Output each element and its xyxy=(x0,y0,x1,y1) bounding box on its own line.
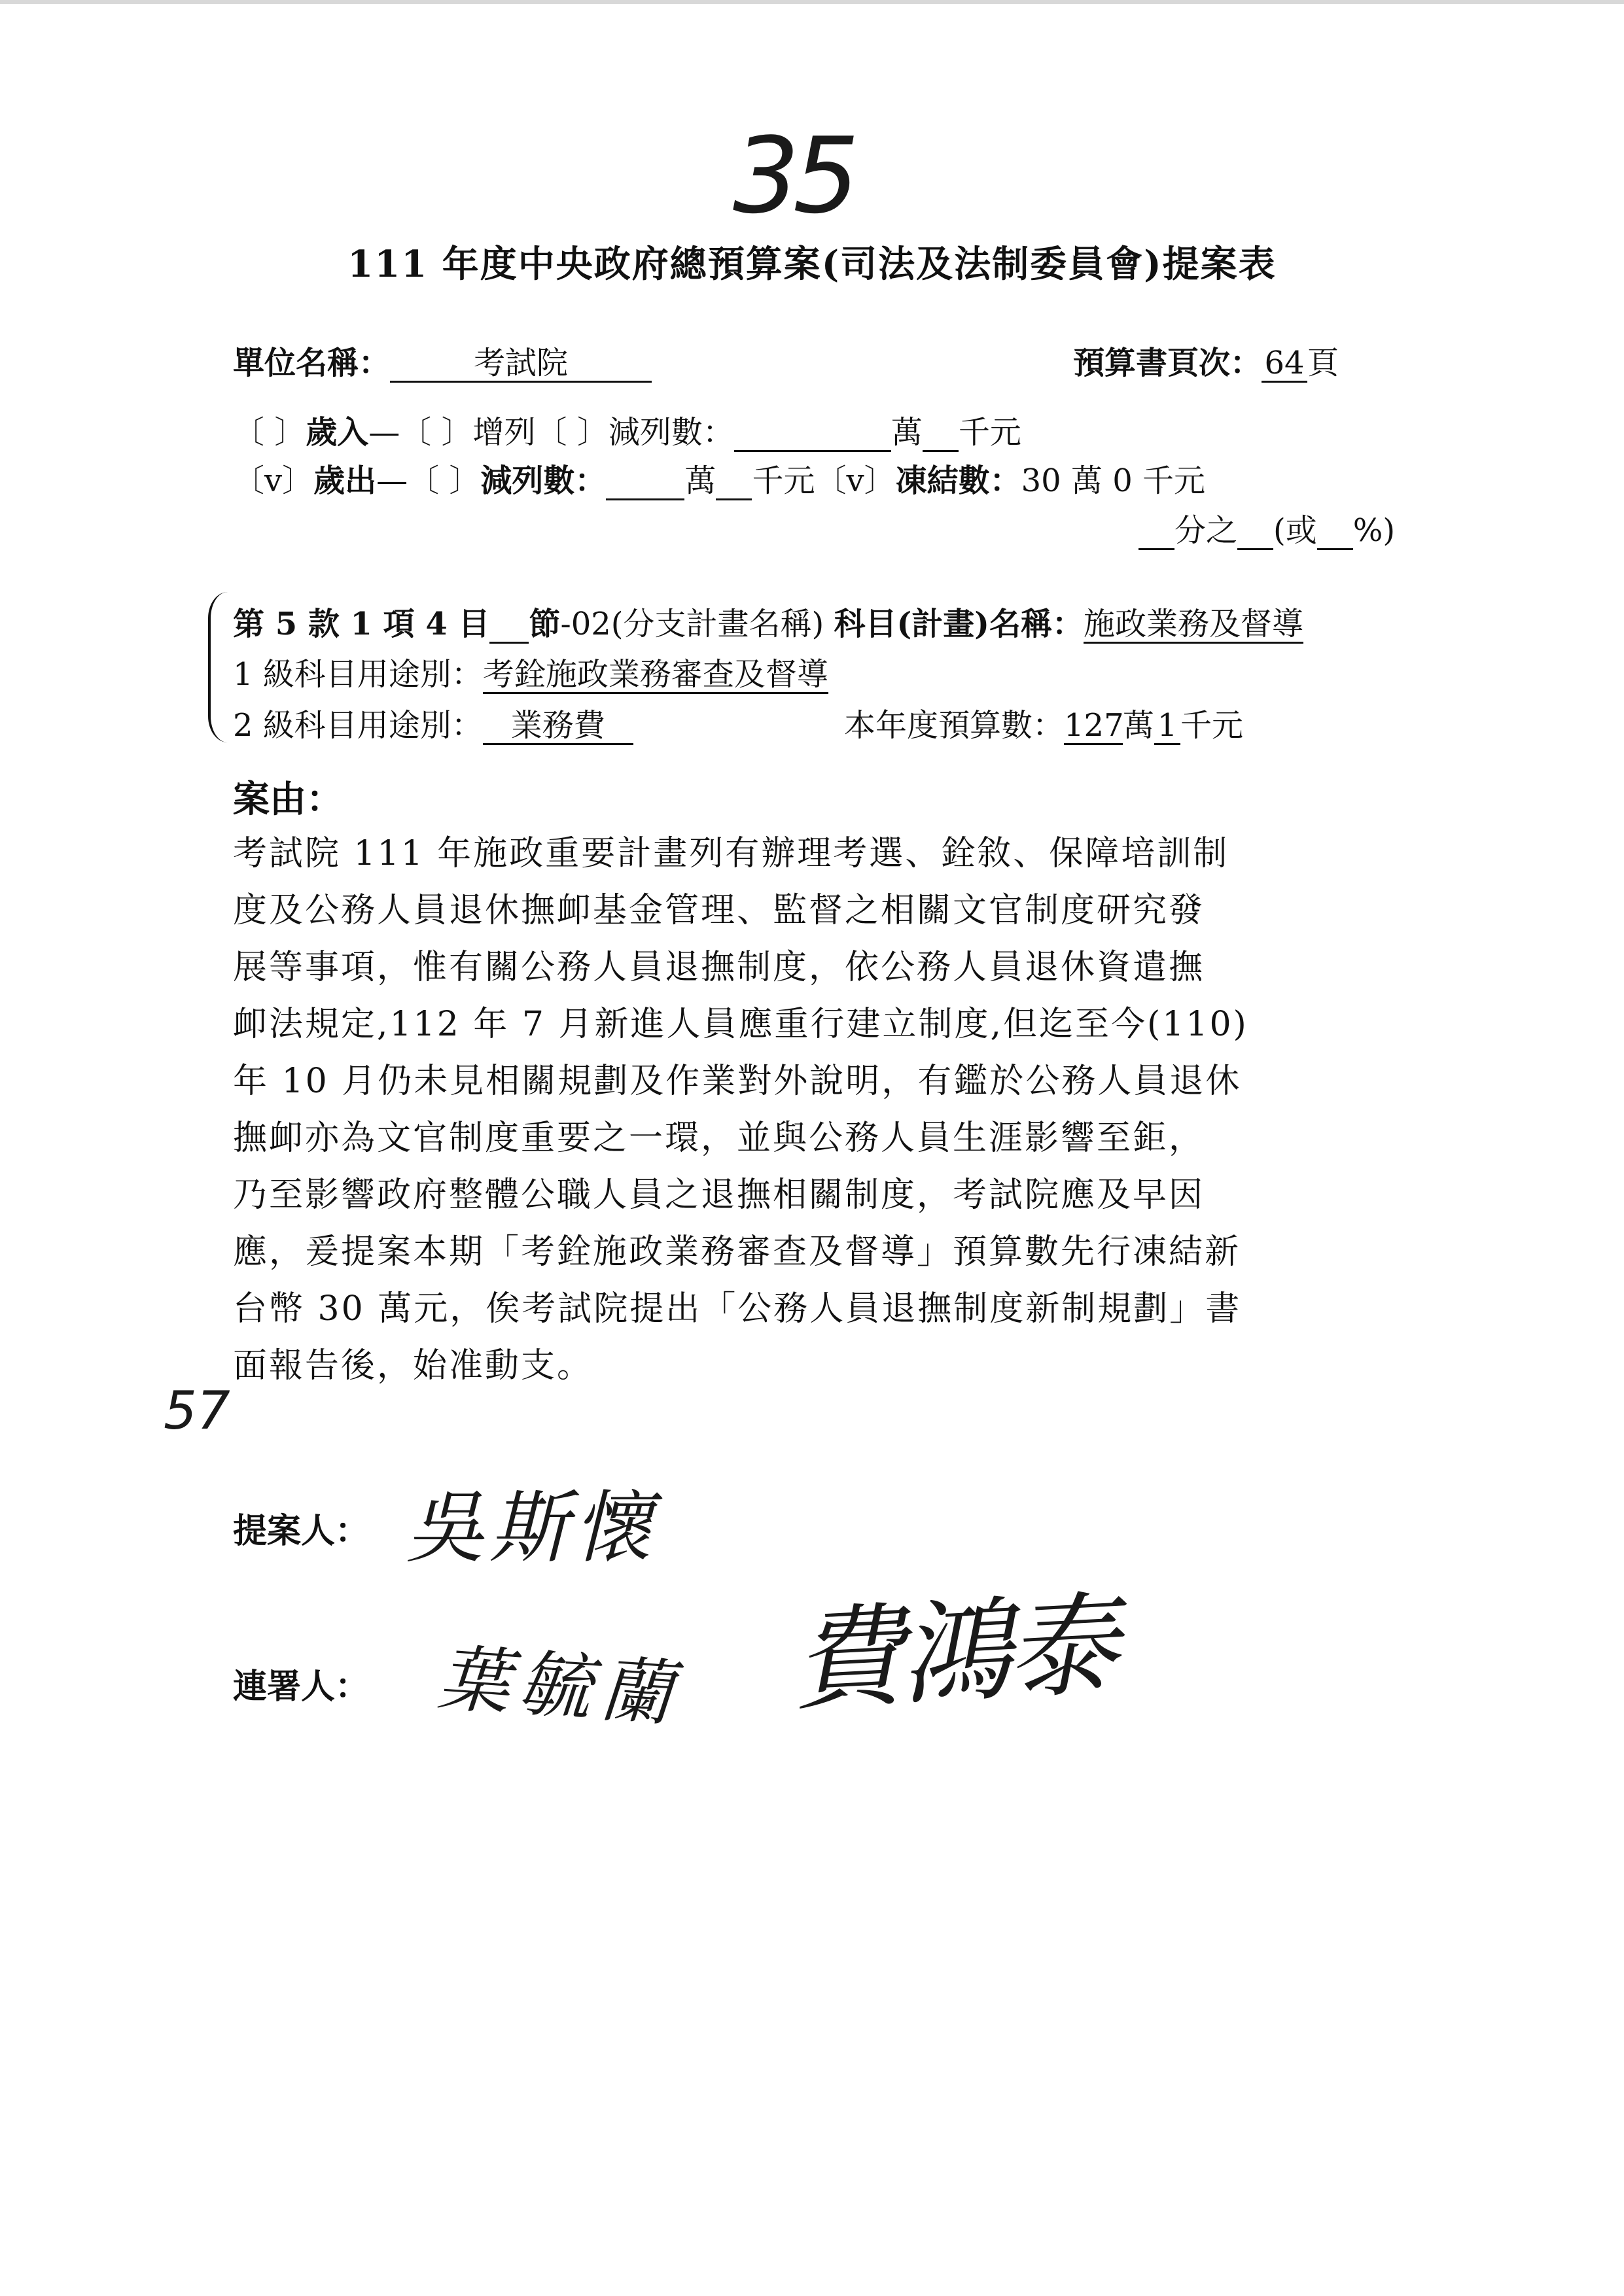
fraction-blank-3 xyxy=(1317,513,1353,550)
fraction-blank-2 xyxy=(1237,513,1273,550)
cosigner-signature: 葉毓蘭 xyxy=(435,1636,684,1737)
subject-branch: -02(分支計畫名稱) xyxy=(560,606,824,642)
subject-jie: 節 xyxy=(529,606,561,642)
level2-value: 業務費 xyxy=(483,708,633,745)
freeze-qian-value: 0 xyxy=(1112,462,1133,499)
expense-wan: 萬 xyxy=(684,462,716,499)
unit-row xyxy=(233,338,652,383)
cosigner-label: 連署人： xyxy=(233,1667,370,1707)
proposer-signature: 吳斯懷 xyxy=(406,1483,657,1574)
expense-decrease-checkbox: 〔 〕 xyxy=(408,462,481,499)
reason-line: 撫卹亦為文官制度重要之一環，並與公務人員生涯影響至鉅， xyxy=(233,1119,1205,1158)
annual-budget-qian: 千元 xyxy=(1180,707,1244,744)
annual-budget-row xyxy=(844,700,1243,745)
scan-edge xyxy=(0,0,1624,4)
revenue-qian: 千元 xyxy=(958,414,1021,451)
proposer-label: 提案人： xyxy=(233,1511,370,1551)
subject-brace xyxy=(208,592,230,742)
subject-jie-blank xyxy=(489,607,529,644)
expense-decrease-label: 減列數： xyxy=(480,462,607,499)
form-title: 111 年度中央政府總預算案(司法及法制委員會)提案表 xyxy=(347,243,1277,286)
revenue-qian-blank xyxy=(923,415,959,452)
reason-line: 展等事項，惟有關公務人員退撫制度，依公務人員退休資遣撫 xyxy=(233,948,1205,987)
expense-qian-blank xyxy=(716,464,752,500)
reason-line: 台幣 30 萬元，俟考試院提出「公務人員退撫制度新制規劃」書 xyxy=(233,1289,1242,1329)
cosigner-signature: 費鴻泰 xyxy=(788,1580,1118,1727)
subject-name-label: 科目(計畫)名稱： xyxy=(834,606,1084,642)
revenue-decrease-label: 減列數： xyxy=(608,414,734,451)
subject-line-3 xyxy=(233,700,633,745)
reason-line: 乃至影響政府整體公職人員之退撫相關制度，考試院應及早因 xyxy=(233,1175,1205,1215)
budget-page-value: 64 xyxy=(1262,346,1307,383)
level2-label: 2 級科目用途別： xyxy=(233,707,483,744)
expense-line xyxy=(233,455,1205,500)
freeze-checkbox: 〔v〕 xyxy=(815,462,896,499)
fraction-text-2: (或 xyxy=(1273,512,1317,549)
subject-line-2 xyxy=(233,649,828,694)
revenue-checkbox: 〔 〕 xyxy=(233,414,306,451)
fraction-text-3: %) xyxy=(1352,512,1396,549)
budget-page-suffix: 頁 xyxy=(1307,345,1339,381)
revenue-increase-checkbox: 〔 〕 xyxy=(400,414,473,451)
unit-value: 考試院 xyxy=(390,346,652,383)
reason-line: 應，爰提案本期「考銓施政業務審查及督導」預算數先行凍結新 xyxy=(233,1232,1241,1272)
handwritten-page-number: 35 xyxy=(733,114,853,237)
budget-page-row xyxy=(1073,338,1339,383)
revenue-wan: 萬 xyxy=(891,414,923,451)
freeze-wan-value: 30 xyxy=(1021,462,1061,499)
margin-handwritten-note: 57 xyxy=(164,1380,230,1441)
expense-checkbox: 〔v〕 xyxy=(233,462,314,499)
annual-budget-label: 本年度預算數： xyxy=(844,707,1065,744)
revenue-increase-label: 增列 xyxy=(472,414,536,451)
expense-wan-blank xyxy=(606,464,684,500)
annual-budget-wan-value: 127 xyxy=(1064,707,1124,744)
reason-line: 卹法規定,112 年 7 月新進人員應重行建立制度,但迄至今(110) xyxy=(233,1005,1248,1044)
unit-label: 單位名稱： xyxy=(233,345,391,381)
reason-line: 度及公務人員退休撫卹基金管理、監督之相關文官制度研究發 xyxy=(233,891,1205,930)
revenue-label: 歲入 xyxy=(306,414,369,451)
freeze-qian: 千元 xyxy=(1142,462,1206,499)
freeze-wan: 萬 xyxy=(1070,462,1103,499)
revenue-line xyxy=(233,407,1021,452)
subject-name-value: 施政業務及督導 xyxy=(1083,606,1303,642)
level1-label: 1 級科目用途別： xyxy=(233,656,483,693)
expense-dash: — xyxy=(376,462,408,499)
annual-budget-wan: 萬 xyxy=(1123,707,1155,744)
revenue-wan-blank xyxy=(734,415,891,452)
expense-qian: 千元 xyxy=(752,462,815,499)
fraction-blank-1 xyxy=(1139,513,1174,550)
reason-line: 年 10 月仍未見相關規劃及作業對外說明，有鑑於公務人員退休 xyxy=(233,1062,1242,1101)
revenue-dash: — xyxy=(368,414,400,451)
freeze-label: 凍結數： xyxy=(895,462,1021,499)
expense-label: 歲出 xyxy=(313,462,377,499)
subject-kuan: 第 5 款 1 項 4 目 xyxy=(233,606,490,642)
fraction-line xyxy=(1139,505,1395,550)
reason-line: 考試院 111 年施政重要計畫列有辦理考選、銓敘、保障培訓制 xyxy=(233,834,1229,873)
reason-line: 面報告後，始准動支。 xyxy=(233,1346,593,1385)
revenue-decrease-checkbox: 〔 〕 xyxy=(535,414,609,451)
level1-value: 考銓施政業務審查及督導 xyxy=(482,656,828,693)
fraction-text-1: 分之 xyxy=(1174,512,1238,549)
budget-page-label: 預算書頁次： xyxy=(1073,345,1262,381)
subject-line-1 xyxy=(233,599,1303,644)
annual-budget-qian-value: 1 xyxy=(1154,708,1180,745)
reason-label: 案由： xyxy=(233,778,343,821)
